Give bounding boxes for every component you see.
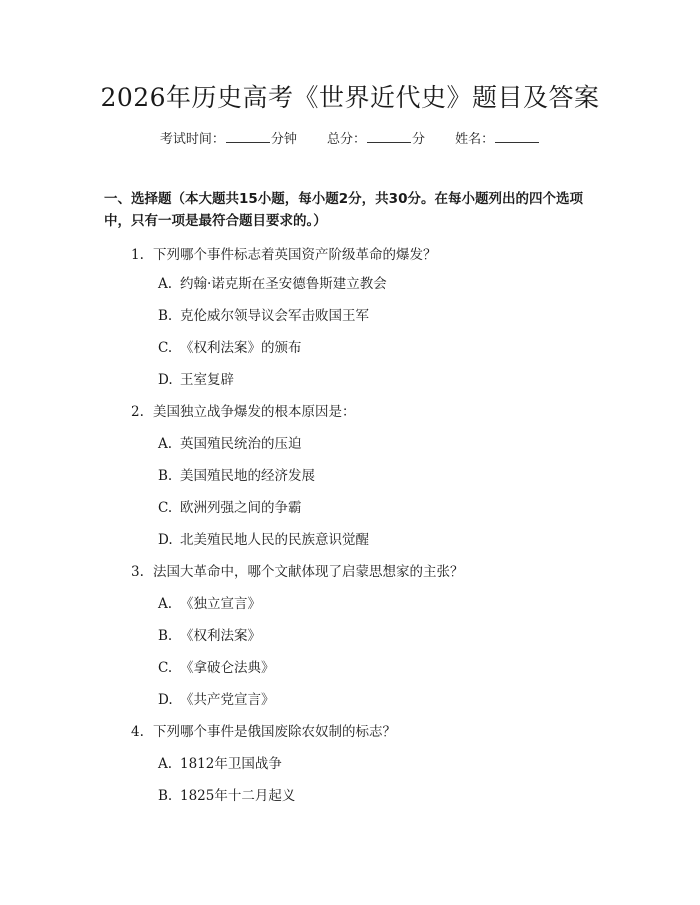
option-text: 《拿破仑法典》 xyxy=(180,660,275,676)
option-text: 约翰·诺克斯在圣安德鲁斯建立教会 xyxy=(180,276,387,292)
question-1 xyxy=(131,245,437,265)
option-2a xyxy=(158,434,302,454)
option-letter: B. xyxy=(158,308,173,324)
option-letter: D. xyxy=(158,372,173,388)
option-text: 克伦威尔领导议会军击败国王军 xyxy=(180,308,369,324)
exam-time-label: 考试时间： xyxy=(159,132,225,147)
option-1b xyxy=(158,306,369,326)
question-text: 美国独立战争爆发的根本原因是： xyxy=(153,404,356,420)
option-4a xyxy=(158,754,282,774)
question-4 xyxy=(131,722,396,742)
option-letter: B. xyxy=(158,628,173,644)
question-number: 2. xyxy=(131,404,144,420)
option-3b xyxy=(158,626,261,646)
option-text: 1812年卫国战争 xyxy=(180,756,282,772)
student-name-blank xyxy=(495,130,539,143)
question-number: 3. xyxy=(131,564,144,580)
option-text: 英国殖民统治的压迫 xyxy=(180,436,302,452)
option-letter: A. xyxy=(158,596,173,612)
option-text: 北美殖民地人民的民族意识觉醒 xyxy=(180,532,369,548)
option-3d xyxy=(158,690,275,710)
option-3c xyxy=(158,658,275,678)
option-letter: C. xyxy=(158,500,173,516)
option-text: 《权利法案》的颁布 xyxy=(180,340,302,356)
option-2d xyxy=(158,530,369,550)
exam-time-field xyxy=(160,130,297,150)
exam-time-blank xyxy=(226,130,270,143)
student-name-label: 姓名： xyxy=(455,132,495,147)
option-2c xyxy=(158,498,302,518)
question-text: 下列哪个事件标志着英国资产阶级革命的爆发？ xyxy=(153,247,437,263)
student-name-field xyxy=(455,130,540,150)
exam-time-unit: 分钟 xyxy=(270,132,297,147)
option-text: 欧洲列强之间的争霸 xyxy=(180,500,302,516)
option-text: 《独立宣言》 xyxy=(180,596,261,612)
option-3a xyxy=(158,594,261,614)
option-1d xyxy=(158,370,234,390)
question-number: 4. xyxy=(131,724,144,740)
option-1c xyxy=(158,338,302,358)
option-text: 美国殖民地的经济发展 xyxy=(180,468,315,484)
option-letter: A. xyxy=(158,276,173,292)
option-2b xyxy=(158,466,315,486)
section-heading: 一、选择题（本大题共15小题，每小题2分，共30分。在每小题列出的四个选项中，只有一项是最符合题目要求的。） xyxy=(104,191,583,229)
option-4b xyxy=(158,786,295,806)
question-2 xyxy=(131,402,356,422)
option-text: 1825年十二月起义 xyxy=(180,788,296,804)
option-letter: A. xyxy=(158,436,173,452)
option-letter: D. xyxy=(158,532,173,548)
question-text: 下列哪个事件是俄国废除农奴制的标志？ xyxy=(153,724,396,740)
option-text: 王室复辟 xyxy=(180,372,234,388)
exam-title: 2026年历史高考《世界近代史》题目及答案 xyxy=(100,83,600,112)
total-score-field xyxy=(327,130,425,150)
option-letter: D. xyxy=(158,692,173,708)
option-letter: C. xyxy=(158,660,173,676)
question-number: 1. xyxy=(131,247,144,263)
option-letter: B. xyxy=(158,468,173,484)
option-letter: B. xyxy=(158,788,173,804)
total-score-blank xyxy=(367,130,411,143)
option-text: 《权利法案》 xyxy=(180,628,261,644)
option-letter: C. xyxy=(158,340,173,356)
exam-info-line xyxy=(0,130,700,150)
option-letter: A. xyxy=(158,756,173,772)
option-text: 《共产党宣言》 xyxy=(180,692,275,708)
total-score-label: 总分： xyxy=(326,132,366,147)
option-1a xyxy=(158,274,387,294)
question-text: 法国大革命中，哪个文献体现了启蒙思想家的主张？ xyxy=(153,564,464,580)
total-score-unit: 分 xyxy=(412,132,426,147)
question-3 xyxy=(131,562,464,582)
